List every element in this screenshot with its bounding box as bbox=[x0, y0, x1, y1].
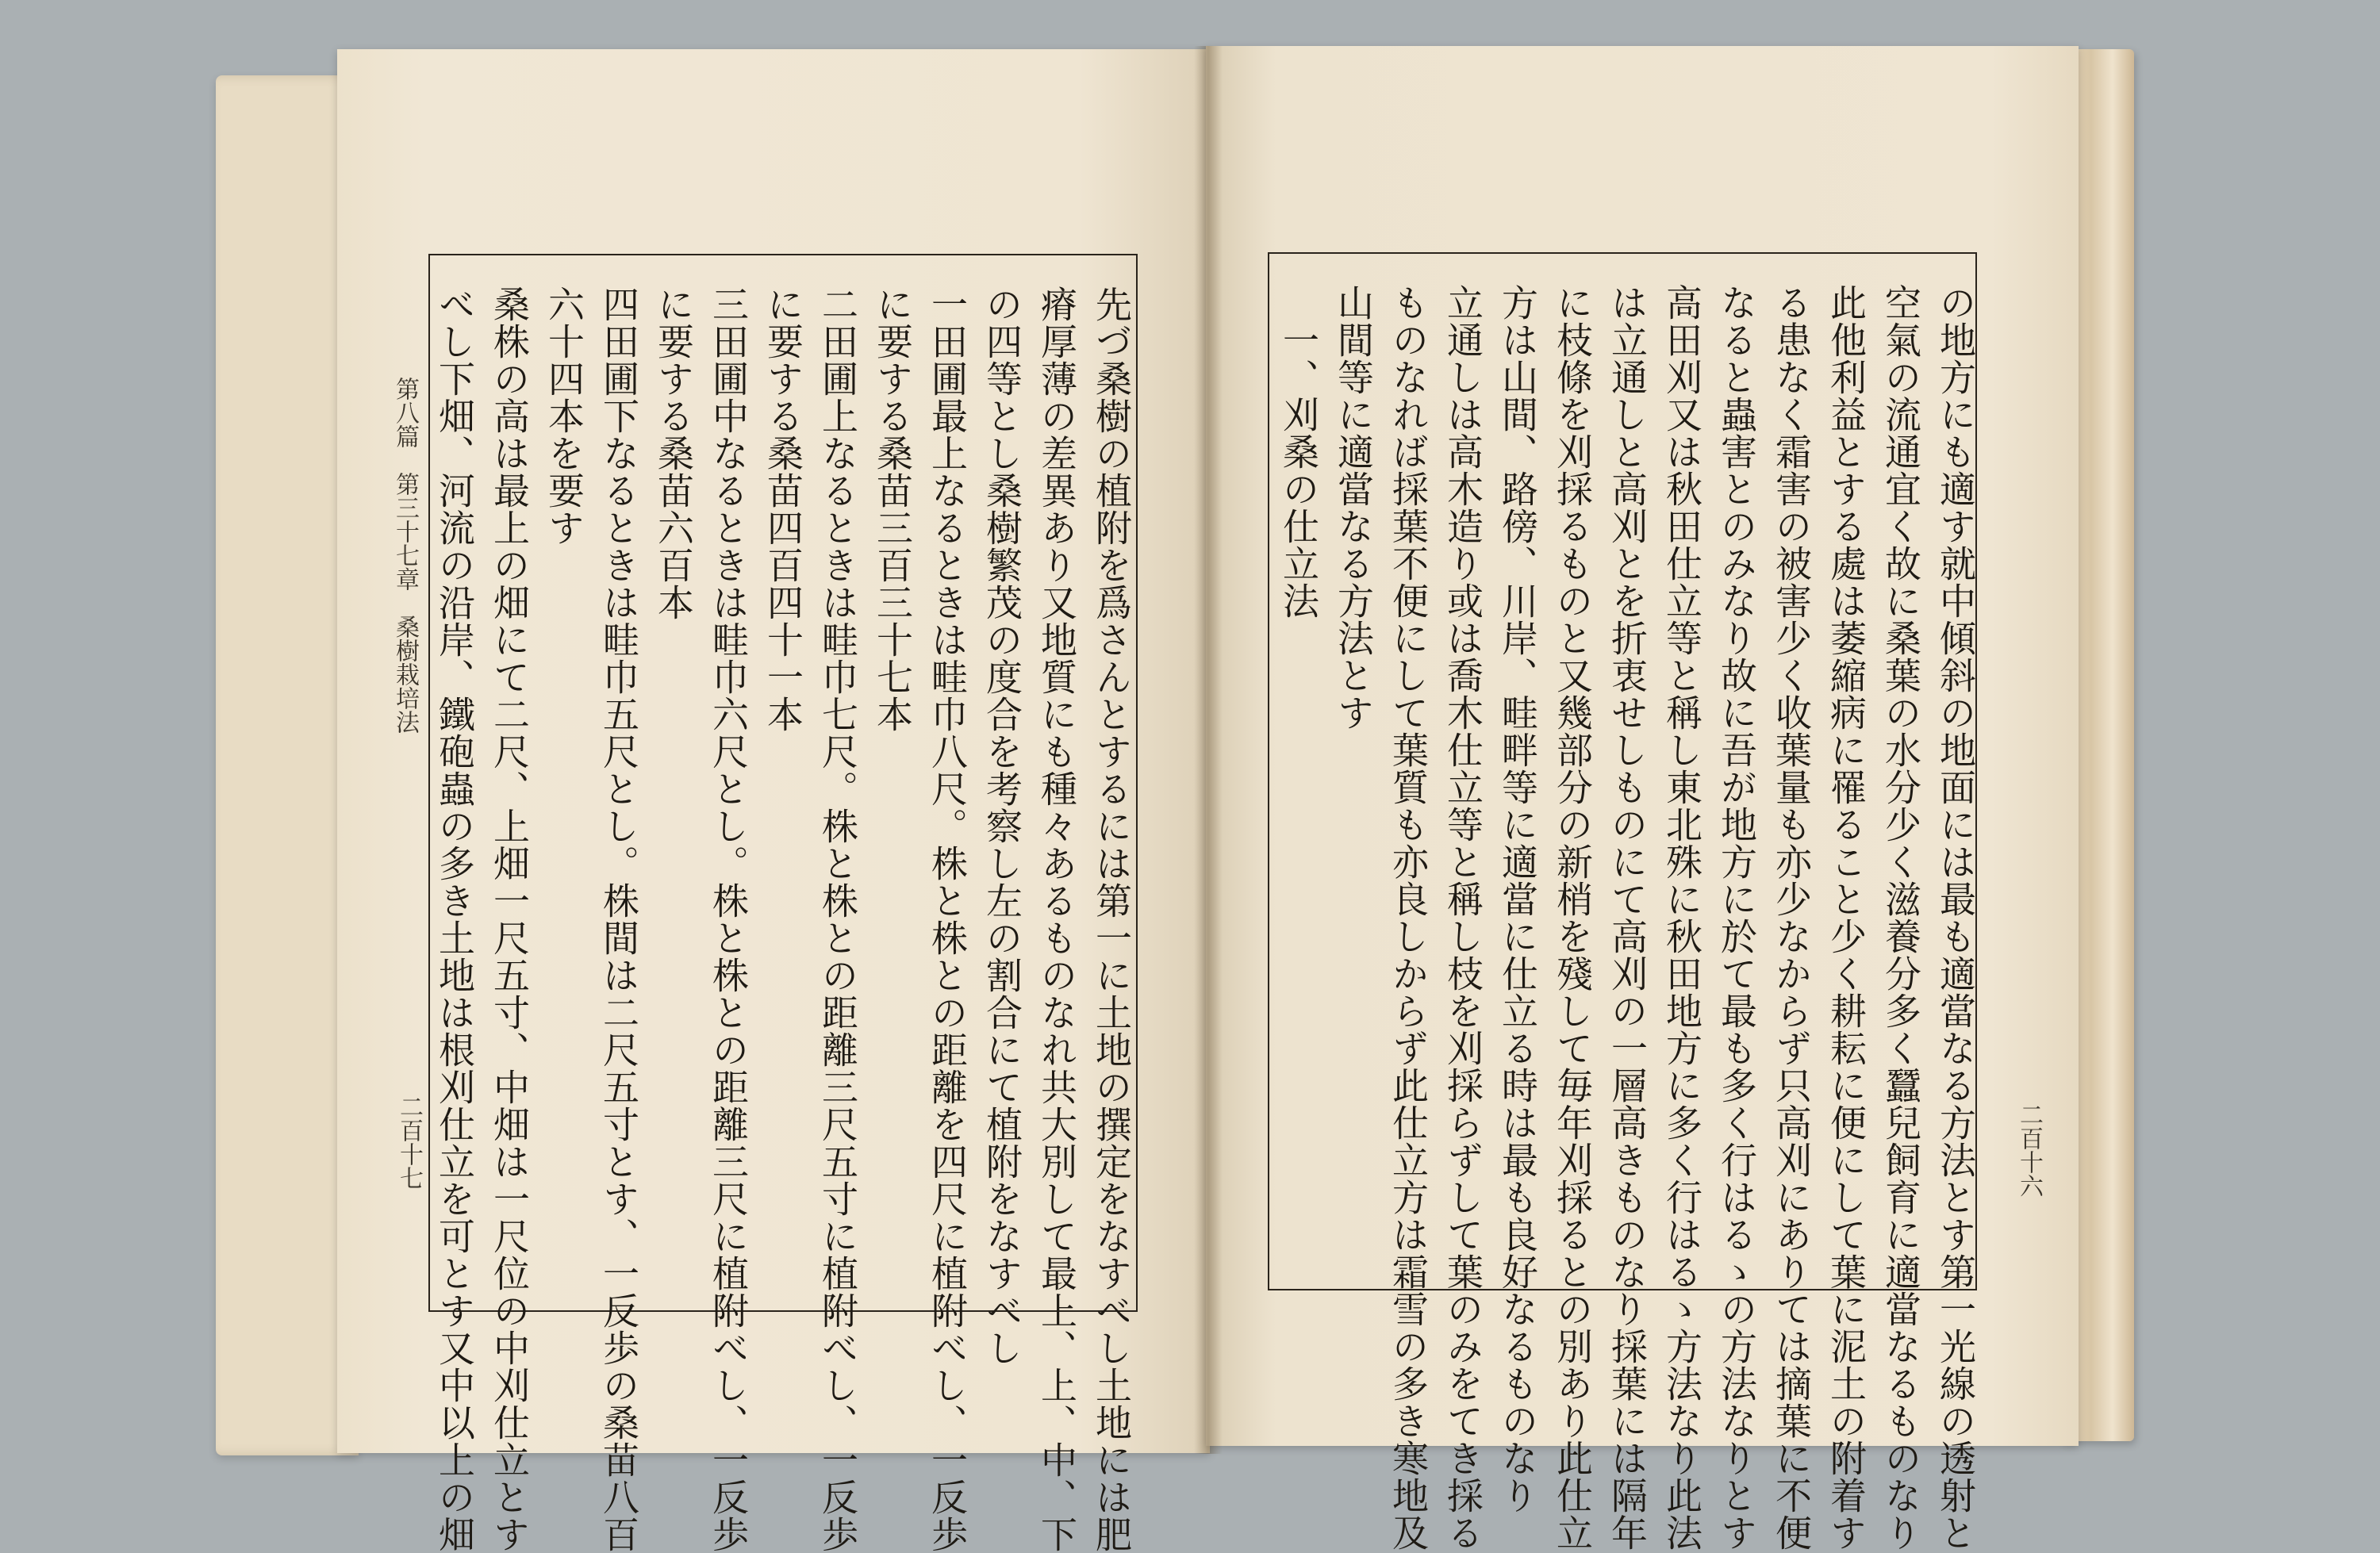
page-number-left: 二百十七 bbox=[395, 1095, 423, 1190]
text-column: 方は山間、路傍、川岸、畦畔等に適當に仕立る時は最も良好なるものなり bbox=[1496, 284, 1539, 1514]
text-column: 立通しは高木造り或は喬木仕立等と稱し枝を刈採らずして葉のみをてき採る bbox=[1441, 284, 1484, 1551]
text-column: の地方にも適す就中傾斜の地面には最も適當なる方法とす第一光線の透射と bbox=[1934, 284, 1977, 1551]
text-column: に要する桑苗三百三十七本 bbox=[871, 286, 914, 733]
text-column: 高田刈又は秋田仕立等と稱し東北殊に秋田地方に多く行はるゝ方法なり此法 bbox=[1660, 284, 1703, 1551]
text-column: の四等とし桑樹繁茂の度合を考察し左の割合にて植附をなすべし bbox=[981, 286, 1023, 1367]
text-column: は立通しと高刈とを折衷せしものにて高刈の一層高きものなり採葉には隔年 bbox=[1606, 284, 1649, 1551]
text-column: 二田圃上なるときは畦巾七尺。株と株との距離三尺五寸に植附べし、一反歩 bbox=[816, 286, 859, 1553]
running-head: 第八篇 第三十七章 桑樹栽培法 bbox=[391, 377, 419, 734]
text-column: ものなれば採葉不便にして葉質も亦良しからず此仕立方は霜雪の多き寒地及 bbox=[1387, 284, 1430, 1551]
text-frame-left bbox=[428, 254, 1138, 1553]
text-column: 先づ桑樹の植附を爲さんとするには第一に土地の撰定をなすべし土地には肥 bbox=[1090, 286, 1133, 1553]
text-column: 一田圃最上なるときは畦巾八尺。株と株との距離を四尺に植附べし、一反歩 bbox=[926, 286, 969, 1553]
text-column: 空氣の流通宜く故に桑葉の水分少く滋養分多く蠶兒飼育に適當なるものなり bbox=[1879, 284, 1922, 1551]
text-column: 六十四本を要す bbox=[543, 286, 585, 546]
text-column: に枝條を刈採るものと又幾部分の新梢を殘して毎年刈採るとの別あり此仕立 bbox=[1551, 284, 1594, 1551]
section-heading: 一、刈桑の仕立法 bbox=[1277, 284, 1320, 619]
text-column: に要する桑苗六百本 bbox=[652, 286, 695, 621]
text-column: に要する桑苗四百四十一本 bbox=[762, 286, 804, 733]
text-column: 瘠厚薄の差異あり又地質にも種々あるものなれ共大別して最上、上、中、下 bbox=[1035, 286, 1078, 1553]
text-column: べし下畑、河流の沿岸、鐵砲蟲の多き土地は根刈仕立を可とす又中以上の畑 bbox=[433, 286, 476, 1553]
book-gutter bbox=[1194, 46, 1223, 1454]
page-number-right: 二百十六 bbox=[2015, 1102, 2043, 1198]
text-column: なると蟲害とのみなり故に吾が地方に於て最も多く行はるゝの方法なりとす bbox=[1715, 284, 1758, 1551]
text-column: 四田圃下なるときは畦巾五尺とし。株間は二尺五寸とす、一反歩の桑苗八百 bbox=[597, 286, 640, 1553]
text-column: る患なく霜害の被害少く收葉量も亦少なからず只高刈にありては摘葉に不便 bbox=[1770, 284, 1813, 1551]
text-column: 桑株の高は最上の畑にて二尺、上畑一尺五寸、中畑は一尺位の中刈仕立とす bbox=[488, 286, 531, 1553]
text-frame-right bbox=[1268, 252, 1977, 1551]
text-column: 三田圃中なるときは畦巾六尺とし。株と株との距離三尺に植附べし、一反歩 bbox=[707, 286, 750, 1553]
text-column: 此他利益とする處は萎縮病に罹ること少く耕耘に便にして葉に泥土の附着す bbox=[1825, 284, 1868, 1551]
text-column: 山間等に適當なる方法とす bbox=[1332, 284, 1375, 731]
